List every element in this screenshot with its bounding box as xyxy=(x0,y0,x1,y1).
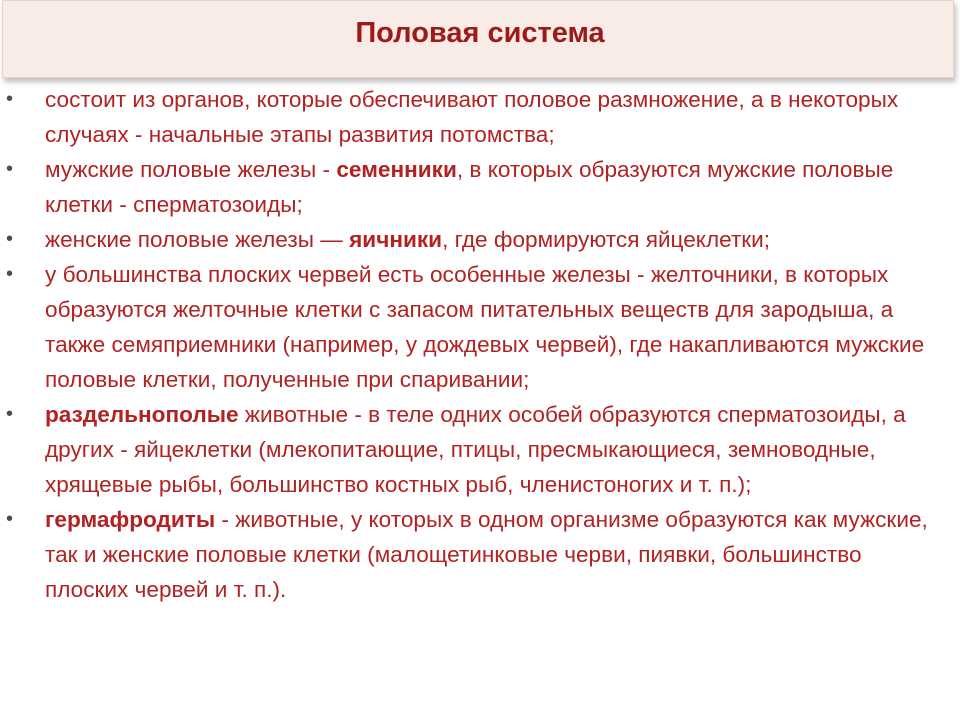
item-text: состоит из органов, которые обеспечивают половое размножение, а в некоторых случаях - начальные этапы развития потомства; xyxy=(45,87,899,147)
term-highlight: яичники xyxy=(349,227,443,252)
term-highlight: семенники xyxy=(336,157,457,182)
list-item xyxy=(0,502,960,607)
bullet-icon: • xyxy=(6,88,14,110)
bullet-icon: • xyxy=(6,403,14,425)
bullet-icon: • xyxy=(6,263,14,285)
item-text-after: - животные, у которых в одном организме образуются как мужские, так и женские половые клетки (малощетинковые черви, пиявки, большинство плоских червей и т. п.). xyxy=(45,507,928,602)
term-highlight: гермафродиты xyxy=(45,507,216,532)
list-item xyxy=(0,397,960,502)
item-text-before: женские половые железы — xyxy=(45,227,350,252)
item-text-after: животные - в теле одних особей образуются сперматозоиды, а других - яйцеклетки (млекопитающие, птицы, пресмыкающиеся, земноводные, хрящевые рыбы, большинство костных рыб, членистоногих и т. п.); xyxy=(45,402,906,497)
term-highlight: раздельнополые xyxy=(45,402,239,427)
slide-title: Половая система xyxy=(355,17,605,49)
item-text-before: мужские половые железы - xyxy=(45,157,337,182)
list-item xyxy=(0,257,960,397)
list-item xyxy=(0,82,960,152)
item-text: у большинства плоских червей есть особенные железы - желточники, в которых образуются желточные клетки с запасом питательных веществ для зародыша, а также семяприемники (например, у дождевых червей), где накапливаются мужские половые клетки, полученные при спаривании; xyxy=(45,262,925,392)
bullet-icon: • xyxy=(6,158,14,180)
bullet-icon: • xyxy=(6,228,14,250)
item-text-after: , в которых образуются мужские половые клетки - сперматозоиды; xyxy=(45,157,894,217)
bullet-icon: • xyxy=(6,508,14,530)
list-item xyxy=(0,222,960,257)
list-item xyxy=(0,152,960,222)
bullet-list xyxy=(0,82,960,607)
item-text-after: , где формируются яйцеклетки; xyxy=(442,227,771,252)
